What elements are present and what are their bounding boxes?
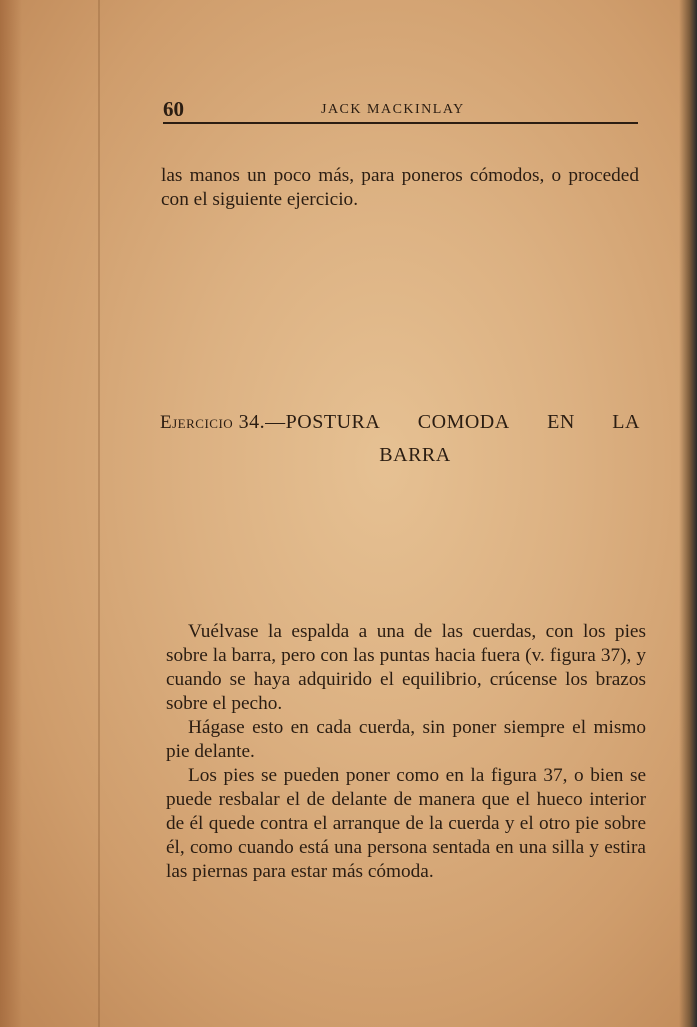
exercise-label: Ejercicio — [160, 412, 234, 433]
body-paragraph: Los pies se pueden poner como en la figura 37, o bien se puede resbalar el de delante de manera que el hueco interior de él quede contra el arranque de la cuerda y el otro pie sobre él, como cuando está una persona sentada en una silla y estira las piernas para estar más cómoda. — [166, 765, 646, 882]
body-paragraph: Hágase esto en cada cuerda, sin poner siempre el mismo pie delante. — [166, 717, 646, 762]
exercise-heading-line-1 — [160, 406, 640, 439]
exercise-heading — [160, 406, 640, 471]
exercise-title-word: LA — [612, 411, 640, 433]
body-text — [166, 620, 646, 884]
page-fold-line — [98, 0, 100, 1027]
intro-paragraph: las manos un poco más, para poneros cómodos, o proceded con el siguiente ejercicio. — [161, 165, 639, 210]
running-head: JACK MACKINLAY — [321, 102, 465, 117]
exercise-number: 34.—POSTURA — [238, 411, 381, 433]
exercise-title-word: EN — [547, 411, 575, 433]
exercise-title-line-2: BARRA — [379, 444, 451, 466]
exercise-label-group — [160, 406, 380, 439]
page-header — [163, 96, 638, 122]
header-rule — [163, 122, 638, 124]
page-number: 60 — [163, 97, 184, 121]
exercise-title-word: COMODA — [417, 411, 510, 433]
body-paragraph: Vuélvase la espalda a una de las cuerdas, con los pies sobre la barra, pero con las puntas hacia fuera (v. figura 37), y cuando se haya adquirido el equilibrio, crúcense los brazos sobre el pecho. — [166, 621, 646, 714]
